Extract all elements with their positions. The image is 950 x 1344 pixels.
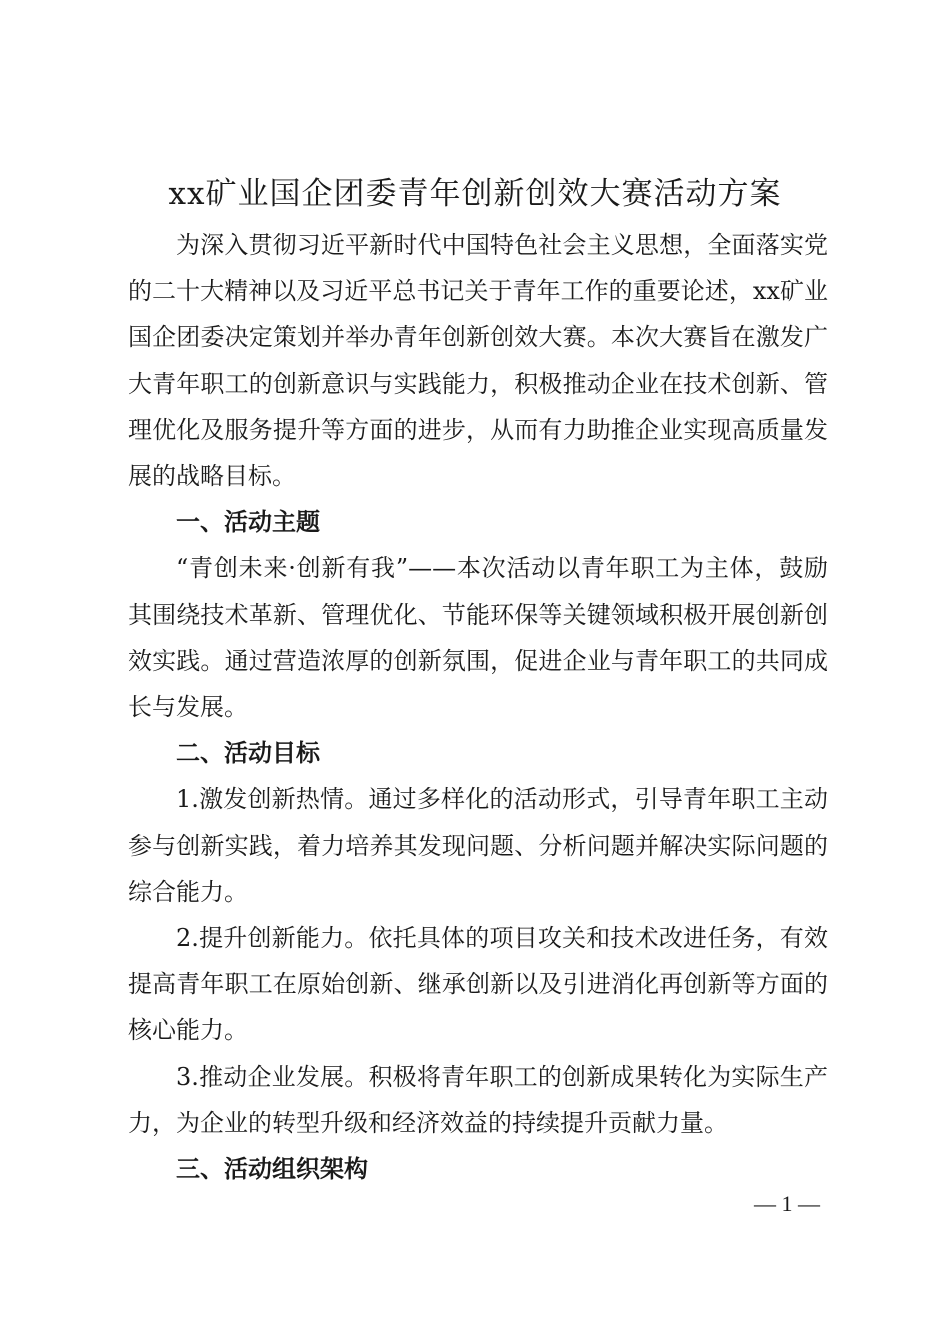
- goal-paragraph-3: 3.推动企业发展。积极将青年职工的创新成果转化为实际生产力，为企业的转型升级和经济效益的持续提升贡献力量。: [128, 1062, 828, 1137]
- page-number: — 1 —: [754, 1191, 820, 1216]
- section-heading-organization: 三、活动组织架构: [176, 1155, 368, 1184]
- document-title: xx矿业国企团委青年创新创效大赛活动方案: [168, 176, 782, 212]
- section-heading-theme: 一、活动主题: [176, 508, 320, 537]
- document-body: [128, 222, 828, 1192]
- section-heading-goals: 二、活动目标: [176, 739, 320, 768]
- intro-paragraph: 为深入贯彻习近平新时代中国特色社会主义思想，全面落实党的二十大精神以及习近平总书记关于青年工作的重要论述，xx矿业国企团委决定策划并举办青年创新创效大赛。本次大赛旨在激发广大青年职工的创新意识与实践能力，积极推动企业在技术创新、管理优化及服务提升等方面的进步，从而有力助推企业实现高质量发展的战略目标。: [128, 231, 828, 491]
- goal-paragraph-2: 2.提升创新能力。依托具体的项目攻关和技术改进任务，有效提高青年职工在原始创新、继承创新以及引进消化再创新等方面的核心能力。: [128, 924, 828, 1045]
- goal-paragraph-1: 1.激发创新热情。通过多样化的活动形式，引导青年职工主动参与创新实践，着力培养其发现问题、分析问题并解决实际问题的综合能力。: [128, 785, 828, 906]
- theme-paragraph: “青创未来·创新有我”——本次活动以青年职工为主体，鼓励其围绕技术革新、管理优化、节能环保等关键领域积极开展创新创效实践。通过营造浓厚的创新氛围，促进企业与青年职工的共同成长与发展。: [128, 554, 828, 722]
